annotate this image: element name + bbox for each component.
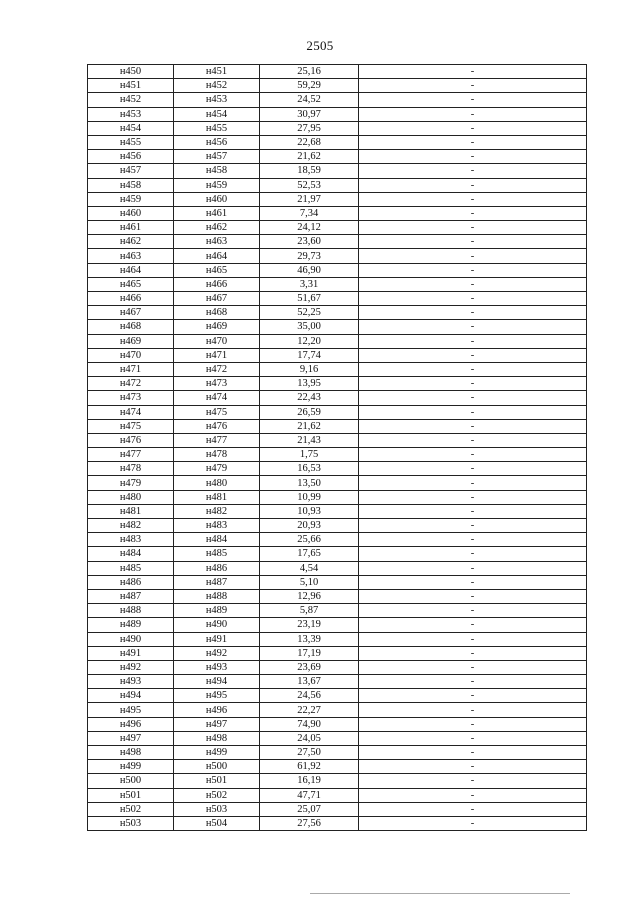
note-cell: - — [359, 618, 587, 632]
distance-cell: 27,50 — [260, 746, 359, 760]
note-cell: - — [359, 135, 587, 149]
table-row — [88, 292, 587, 306]
point-from-cell: н498 — [88, 746, 174, 760]
point-from-cell: н479 — [88, 476, 174, 490]
table-row — [88, 249, 587, 263]
point-from-cell: н457 — [88, 164, 174, 178]
note-cell: - — [359, 334, 587, 348]
note-cell: - — [359, 164, 587, 178]
distance-cell: 22,43 — [260, 391, 359, 405]
distance-cell: 3,31 — [260, 277, 359, 291]
point-to-cell: н464 — [174, 249, 260, 263]
distance-cell: 26,59 — [260, 405, 359, 419]
table-row — [88, 547, 587, 561]
point-to-cell: н467 — [174, 292, 260, 306]
point-from-cell: н493 — [88, 675, 174, 689]
bottom-rule — [310, 893, 570, 894]
table-row — [88, 405, 587, 419]
distance-cell: 25,66 — [260, 533, 359, 547]
note-cell: - — [359, 533, 587, 547]
note-cell: - — [359, 206, 587, 220]
distance-cell: 13,50 — [260, 476, 359, 490]
point-from-cell: н495 — [88, 703, 174, 717]
point-to-cell: н473 — [174, 377, 260, 391]
distance-cell: 23,60 — [260, 235, 359, 249]
point-from-cell: н461 — [88, 221, 174, 235]
point-to-cell: н470 — [174, 334, 260, 348]
note-cell: - — [359, 476, 587, 490]
distance-cell: 61,92 — [260, 760, 359, 774]
point-to-cell: н483 — [174, 519, 260, 533]
distance-cell: 12,96 — [260, 589, 359, 603]
point-to-cell: н485 — [174, 547, 260, 561]
note-cell: - — [359, 646, 587, 660]
point-to-cell: н487 — [174, 575, 260, 589]
point-from-cell: н469 — [88, 334, 174, 348]
table-row — [88, 306, 587, 320]
table-row — [88, 675, 587, 689]
point-from-cell: н472 — [88, 377, 174, 391]
point-from-cell: н487 — [88, 589, 174, 603]
point-to-cell: н454 — [174, 107, 260, 121]
note-cell: - — [359, 277, 587, 291]
table-row — [88, 689, 587, 703]
table-row — [88, 618, 587, 632]
point-to-cell: н456 — [174, 135, 260, 149]
table-row — [88, 731, 587, 745]
note-cell: - — [359, 604, 587, 618]
point-to-cell: н453 — [174, 93, 260, 107]
distance-cell: 29,73 — [260, 249, 359, 263]
point-to-cell: н475 — [174, 405, 260, 419]
table-body — [88, 65, 587, 831]
point-from-cell: н466 — [88, 292, 174, 306]
table-row — [88, 150, 587, 164]
note-cell: - — [359, 802, 587, 816]
point-to-cell: н460 — [174, 192, 260, 206]
point-to-cell: н498 — [174, 731, 260, 745]
point-from-cell: н482 — [88, 519, 174, 533]
point-to-cell: н458 — [174, 164, 260, 178]
distance-cell: 46,90 — [260, 263, 359, 277]
point-from-cell: н485 — [88, 561, 174, 575]
table-row — [88, 362, 587, 376]
point-to-cell: н503 — [174, 802, 260, 816]
table-row — [88, 277, 587, 291]
note-cell: - — [359, 405, 587, 419]
distance-cell: 17,65 — [260, 547, 359, 561]
point-to-cell: н494 — [174, 675, 260, 689]
table-row — [88, 604, 587, 618]
point-to-cell: н479 — [174, 462, 260, 476]
table-row — [88, 178, 587, 192]
point-to-cell: н502 — [174, 788, 260, 802]
point-from-cell: н467 — [88, 306, 174, 320]
point-from-cell: н474 — [88, 405, 174, 419]
point-from-cell: н450 — [88, 65, 174, 79]
table-row — [88, 448, 587, 462]
point-from-cell: н477 — [88, 448, 174, 462]
distance-cell: 5,87 — [260, 604, 359, 618]
point-to-cell: н466 — [174, 277, 260, 291]
note-cell: - — [359, 504, 587, 518]
point-to-cell: н490 — [174, 618, 260, 632]
point-from-cell: н501 — [88, 788, 174, 802]
point-from-cell: н456 — [88, 150, 174, 164]
point-from-cell: н458 — [88, 178, 174, 192]
table-row — [88, 788, 587, 802]
table-row — [88, 660, 587, 674]
note-cell: - — [359, 150, 587, 164]
distance-cell: 47,71 — [260, 788, 359, 802]
note-cell: - — [359, 221, 587, 235]
point-to-cell: н489 — [174, 604, 260, 618]
note-cell: - — [359, 377, 587, 391]
table-row — [88, 348, 587, 362]
table-row — [88, 575, 587, 589]
table-row — [88, 490, 587, 504]
table-row — [88, 561, 587, 575]
table-row — [88, 135, 587, 149]
table-row — [88, 703, 587, 717]
point-from-cell: н494 — [88, 689, 174, 703]
point-from-cell: н483 — [88, 533, 174, 547]
distance-cell: 27,95 — [260, 121, 359, 135]
distance-cell: 1,75 — [260, 448, 359, 462]
note-cell: - — [359, 746, 587, 760]
point-to-cell: н452 — [174, 79, 260, 93]
point-from-cell: н484 — [88, 547, 174, 561]
table-row — [88, 419, 587, 433]
table-row — [88, 533, 587, 547]
note-cell: - — [359, 178, 587, 192]
point-from-cell: н502 — [88, 802, 174, 816]
point-from-cell: н463 — [88, 249, 174, 263]
note-cell: - — [359, 760, 587, 774]
point-to-cell: н472 — [174, 362, 260, 376]
point-to-cell: н457 — [174, 150, 260, 164]
point-to-cell: н476 — [174, 419, 260, 433]
table-row — [88, 93, 587, 107]
distance-cell: 23,69 — [260, 660, 359, 674]
note-cell: - — [359, 490, 587, 504]
point-to-cell: н461 — [174, 206, 260, 220]
distance-cell: 24,12 — [260, 221, 359, 235]
distance-cell: 18,59 — [260, 164, 359, 178]
note-cell: - — [359, 433, 587, 447]
distance-cell: 30,97 — [260, 107, 359, 121]
note-cell: - — [359, 121, 587, 135]
table-row — [88, 646, 587, 660]
note-cell: - — [359, 731, 587, 745]
distance-cell: 21,62 — [260, 419, 359, 433]
note-cell: - — [359, 306, 587, 320]
note-cell: - — [359, 292, 587, 306]
point-from-cell: н452 — [88, 93, 174, 107]
point-to-cell: н478 — [174, 448, 260, 462]
point-to-cell: н497 — [174, 717, 260, 731]
note-cell: - — [359, 320, 587, 334]
distance-cell: 35,00 — [260, 320, 359, 334]
note-cell: - — [359, 675, 587, 689]
note-cell: - — [359, 419, 587, 433]
distance-cell: 10,99 — [260, 490, 359, 504]
note-cell: - — [359, 788, 587, 802]
table-row — [88, 65, 587, 79]
point-to-cell: н504 — [174, 816, 260, 830]
point-from-cell: н471 — [88, 362, 174, 376]
point-to-cell: н486 — [174, 561, 260, 575]
point-from-cell: н481 — [88, 504, 174, 518]
table-row — [88, 79, 587, 93]
note-cell: - — [359, 589, 587, 603]
note-cell: - — [359, 519, 587, 533]
point-from-cell: н470 — [88, 348, 174, 362]
point-from-cell: н486 — [88, 575, 174, 589]
point-from-cell: н488 — [88, 604, 174, 618]
table-row — [88, 235, 587, 249]
table-row — [88, 462, 587, 476]
distance-cell: 27,56 — [260, 816, 359, 830]
point-to-cell: н499 — [174, 746, 260, 760]
distance-cell: 17,19 — [260, 646, 359, 660]
point-to-cell: н462 — [174, 221, 260, 235]
note-cell: - — [359, 235, 587, 249]
table-row — [88, 334, 587, 348]
note-cell: - — [359, 689, 587, 703]
point-to-cell: н500 — [174, 760, 260, 774]
distance-cell: 5,10 — [260, 575, 359, 589]
page-number: 2505 — [306, 38, 334, 53]
note-cell: - — [359, 547, 587, 561]
distance-cell: 52,53 — [260, 178, 359, 192]
distance-cell: 4,54 — [260, 561, 359, 575]
table-row — [88, 476, 587, 490]
note-cell: - — [359, 192, 587, 206]
point-to-cell: н451 — [174, 65, 260, 79]
distance-cell: 9,16 — [260, 362, 359, 376]
note-cell: - — [359, 362, 587, 376]
distance-cell: 25,16 — [260, 65, 359, 79]
distance-cell: 24,05 — [260, 731, 359, 745]
point-from-cell: н455 — [88, 135, 174, 149]
distance-cell: 52,25 — [260, 306, 359, 320]
distance-cell: 12,20 — [260, 334, 359, 348]
point-from-cell: н496 — [88, 717, 174, 731]
table-row — [88, 107, 587, 121]
note-cell: - — [359, 717, 587, 731]
distance-cell: 16,53 — [260, 462, 359, 476]
table-row — [88, 192, 587, 206]
point-from-cell: н478 — [88, 462, 174, 476]
point-from-cell: н499 — [88, 760, 174, 774]
point-to-cell: н484 — [174, 533, 260, 547]
table-row — [88, 717, 587, 731]
point-to-cell: н459 — [174, 178, 260, 192]
distance-cell: 13,67 — [260, 675, 359, 689]
point-to-cell: н474 — [174, 391, 260, 405]
point-to-cell: н491 — [174, 632, 260, 646]
distance-cell: 10,93 — [260, 504, 359, 518]
distance-cell: 17,74 — [260, 348, 359, 362]
distance-cell: 21,43 — [260, 433, 359, 447]
note-cell: - — [359, 632, 587, 646]
table-row — [88, 433, 587, 447]
table-row — [88, 760, 587, 774]
note-cell: - — [359, 774, 587, 788]
table-row — [88, 121, 587, 135]
point-to-cell: н471 — [174, 348, 260, 362]
table-row — [88, 221, 587, 235]
point-from-cell: н453 — [88, 107, 174, 121]
point-to-cell: н465 — [174, 263, 260, 277]
point-to-cell: н482 — [174, 504, 260, 518]
point-to-cell: н481 — [174, 490, 260, 504]
point-to-cell: н455 — [174, 121, 260, 135]
table-row — [88, 519, 587, 533]
point-from-cell: н491 — [88, 646, 174, 660]
point-from-cell: н497 — [88, 731, 174, 745]
distance-cell: 7,34 — [260, 206, 359, 220]
note-cell: - — [359, 263, 587, 277]
note-cell: - — [359, 462, 587, 476]
distance-cell: 59,29 — [260, 79, 359, 93]
point-to-cell: н492 — [174, 646, 260, 660]
table-row — [88, 263, 587, 277]
point-to-cell: н488 — [174, 589, 260, 603]
note-cell: - — [359, 660, 587, 674]
point-from-cell: н473 — [88, 391, 174, 405]
point-from-cell: н462 — [88, 235, 174, 249]
table-row — [88, 164, 587, 178]
note-cell: - — [359, 65, 587, 79]
point-from-cell: н460 — [88, 206, 174, 220]
distance-cell: 21,62 — [260, 150, 359, 164]
point-from-cell: н465 — [88, 277, 174, 291]
distance-cell: 24,52 — [260, 93, 359, 107]
distance-cell: 74,90 — [260, 717, 359, 731]
distance-cell: 25,07 — [260, 802, 359, 816]
point-from-cell: н476 — [88, 433, 174, 447]
note-cell: - — [359, 816, 587, 830]
point-from-cell: н492 — [88, 660, 174, 674]
point-from-cell: н451 — [88, 79, 174, 93]
note-cell: - — [359, 79, 587, 93]
point-to-cell: н493 — [174, 660, 260, 674]
distance-cell: 13,95 — [260, 377, 359, 391]
distance-cell: 13,39 — [260, 632, 359, 646]
point-from-cell: н490 — [88, 632, 174, 646]
point-from-cell: н468 — [88, 320, 174, 334]
table-row — [88, 802, 587, 816]
point-to-cell: н495 — [174, 689, 260, 703]
note-cell: - — [359, 249, 587, 263]
note-cell: - — [359, 107, 587, 121]
note-cell: - — [359, 348, 587, 362]
table-row — [88, 391, 587, 405]
table-row — [88, 504, 587, 518]
table-row — [88, 377, 587, 391]
distance-cell: 24,56 — [260, 689, 359, 703]
point-to-cell: н496 — [174, 703, 260, 717]
table-row — [88, 320, 587, 334]
distance-cell: 16,19 — [260, 774, 359, 788]
point-to-cell: н477 — [174, 433, 260, 447]
boundary-points-table — [87, 64, 587, 831]
point-to-cell: н468 — [174, 306, 260, 320]
distance-cell: 51,67 — [260, 292, 359, 306]
point-to-cell: н501 — [174, 774, 260, 788]
point-from-cell: н464 — [88, 263, 174, 277]
distance-cell: 22,27 — [260, 703, 359, 717]
point-from-cell: н489 — [88, 618, 174, 632]
note-cell: - — [359, 575, 587, 589]
table-row — [88, 589, 587, 603]
point-from-cell: н503 — [88, 816, 174, 830]
note-cell: - — [359, 391, 587, 405]
table-row — [88, 632, 587, 646]
point-from-cell: н480 — [88, 490, 174, 504]
point-to-cell: н469 — [174, 320, 260, 334]
point-to-cell: н463 — [174, 235, 260, 249]
point-from-cell: н459 — [88, 192, 174, 206]
point-from-cell: н454 — [88, 121, 174, 135]
note-cell: - — [359, 93, 587, 107]
point-from-cell: н500 — [88, 774, 174, 788]
point-from-cell: н475 — [88, 419, 174, 433]
table-row — [88, 746, 587, 760]
note-cell: - — [359, 448, 587, 462]
table-row — [88, 774, 587, 788]
distance-cell: 22,68 — [260, 135, 359, 149]
table-row — [88, 816, 587, 830]
distance-cell: 23,19 — [260, 618, 359, 632]
table-row — [88, 206, 587, 220]
note-cell: - — [359, 561, 587, 575]
distance-cell: 20,93 — [260, 519, 359, 533]
note-cell: - — [359, 703, 587, 717]
point-to-cell: н480 — [174, 476, 260, 490]
distance-cell: 21,97 — [260, 192, 359, 206]
